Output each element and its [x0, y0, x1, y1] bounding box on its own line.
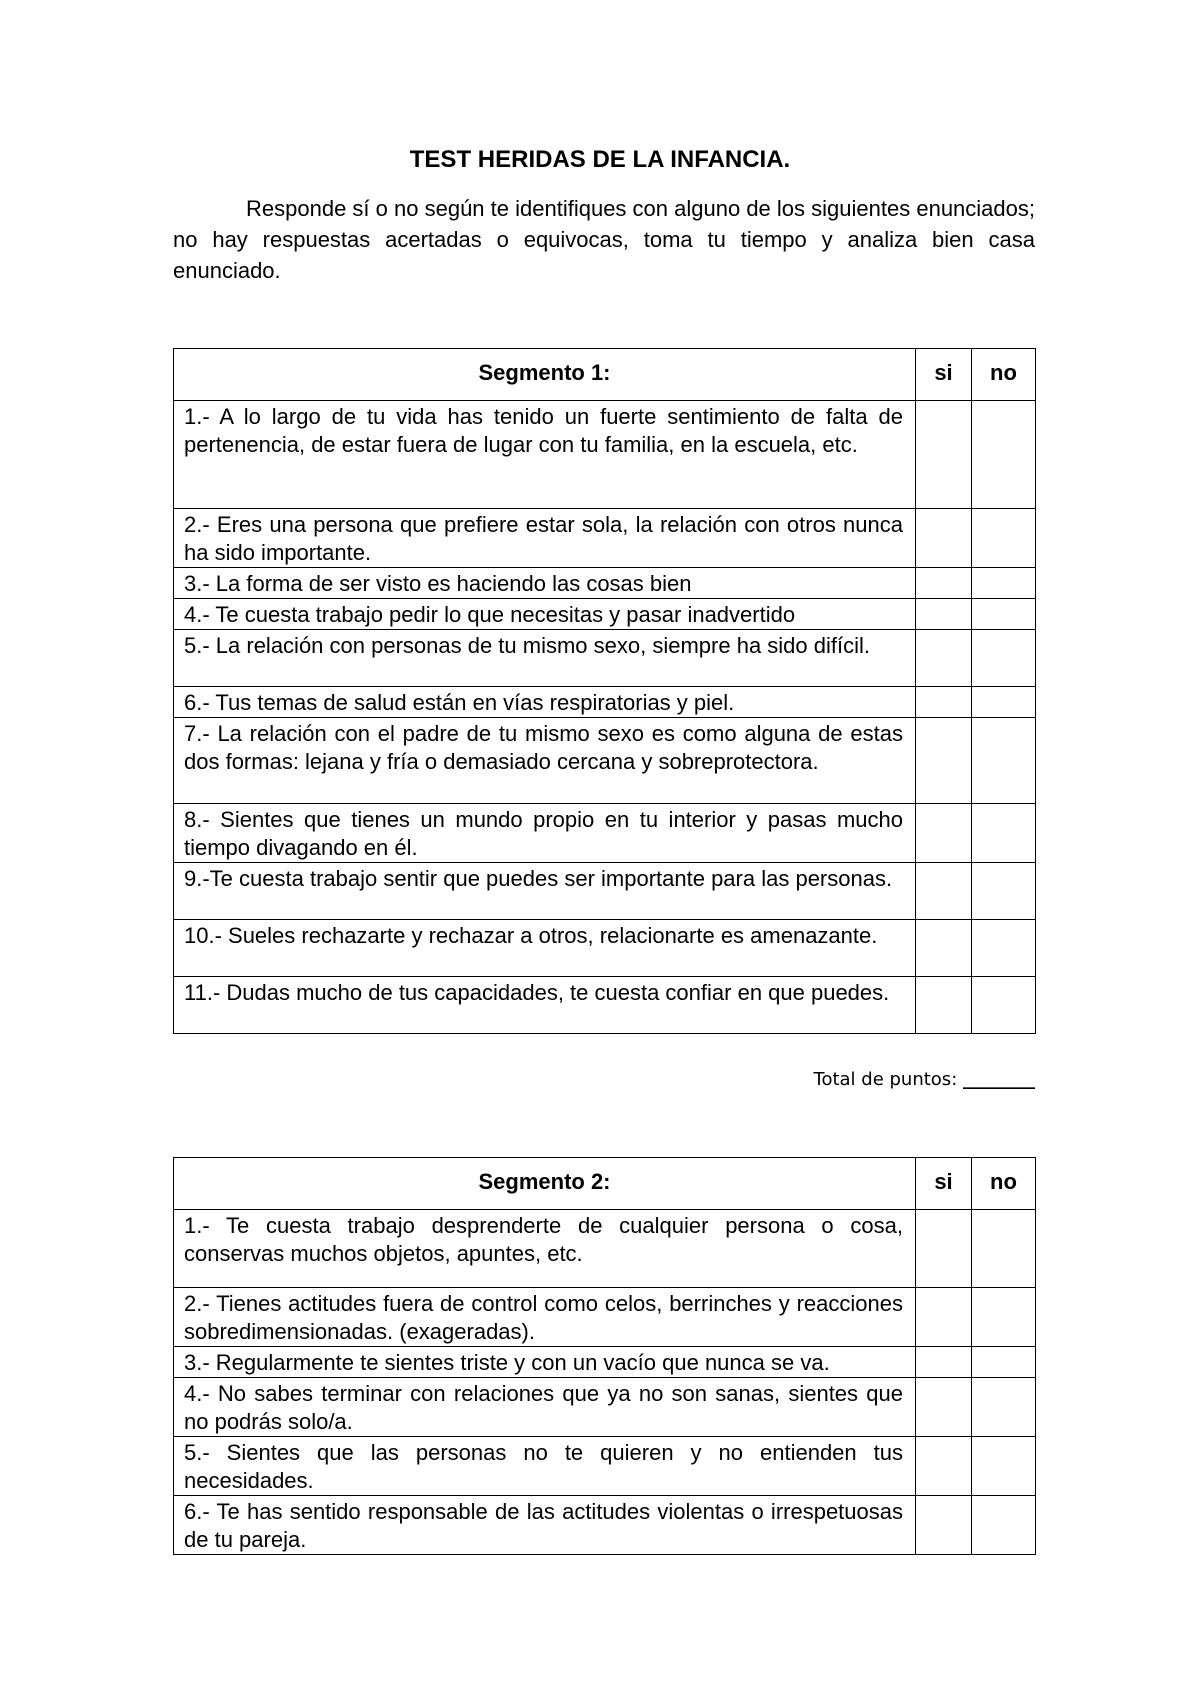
question-text: 10.- Sueles rechazarte y rechazar a otros, relacionarte es amenazante. [174, 920, 916, 977]
answer-si-cell[interactable] [916, 1496, 972, 1555]
table-row [174, 599, 1036, 630]
answer-si-cell[interactable] [916, 977, 972, 1034]
question-text: 1.- A lo largo de tu vida has tenido un fuerte sentimiento de falta de pertenencia, de estar fuera de lugar con tu familia, en la escuela, etc. [174, 401, 916, 509]
answer-si-cell[interactable] [916, 920, 972, 977]
answer-no-cell[interactable] [972, 1347, 1036, 1378]
table-row [174, 1437, 1036, 1496]
answer-si-cell[interactable] [916, 687, 972, 718]
answer-no-cell[interactable] [972, 1437, 1036, 1496]
answer-no-cell[interactable] [972, 977, 1036, 1034]
segment-1-header: Segmento 1: [174, 349, 916, 401]
question-text: 8.- Sientes que tienes un mundo propio en tu interior y pasas mucho tiempo divagando en él. [174, 804, 916, 863]
table-row [174, 568, 1036, 599]
answer-no-cell[interactable] [972, 401, 1036, 509]
question-text: 2.- Tienes actitudes fuera de control como celos, berrinches y reacciones sobredimensionadas. (exageradas). [174, 1288, 916, 1347]
table-row [174, 1496, 1036, 1555]
answer-no-cell[interactable] [972, 863, 1036, 920]
table-row [174, 804, 1036, 863]
total-points-label: Total de puntos: [813, 1069, 958, 1090]
answer-no-cell[interactable] [972, 920, 1036, 977]
question-text: 6.- Te has sentido responsable de las actitudes violentas o irrespetuosas de tu pareja. [174, 1496, 916, 1555]
answer-no-cell[interactable] [972, 687, 1036, 718]
question-text: 1.- Te cuesta trabajo desprenderte de cualquier persona o cosa, conservas muchos objetos, apuntes, etc. [174, 1210, 916, 1288]
answer-no-cell[interactable] [972, 718, 1036, 804]
answer-si-cell[interactable] [916, 630, 972, 687]
question-text: 3.- Regularmente te sientes triste y con un vacío que nunca se va. [174, 1347, 916, 1378]
segment-1-table [173, 348, 1036, 1034]
answer-si-cell[interactable] [916, 599, 972, 630]
table-row [174, 1288, 1036, 1347]
answer-si-cell[interactable] [916, 863, 972, 920]
answer-no-cell[interactable] [972, 1288, 1036, 1347]
question-text: 2.- Eres una persona que prefiere estar sola, la relación con otros nunca ha sido importante. [174, 509, 916, 568]
instructions-paragraph: Responde sí o no según te identifiques con alguno de los siguientes enunciados; no hay respuestas acertadas o equivocas, toma tu tiempo y analiza bien casa enunciado. [173, 196, 1035, 283]
answer-si-cell[interactable] [916, 804, 972, 863]
segment-1-yes-header: si [916, 349, 972, 401]
answer-si-cell[interactable] [916, 568, 972, 599]
table-row [174, 630, 1036, 687]
table-row [174, 718, 1036, 804]
question-text: 9.-Te cuesta trabajo sentir que puedes ser importante para las personas. [174, 863, 916, 920]
answer-si-cell[interactable] [916, 1288, 972, 1347]
table-row [174, 1210, 1036, 1288]
segment-2-header-row [174, 1158, 1036, 1210]
question-text: 4.- Te cuesta trabajo pedir lo que necesitas y pasar inadvertido [174, 599, 916, 630]
question-text: 4.- No sabes terminar con relaciones que ya no son sanas, sientes que no podrás solo/a. [174, 1378, 916, 1437]
answer-no-cell[interactable] [972, 1496, 1036, 1555]
question-text: 7.- La relación con el padre de tu mismo sexo es como alguna de estas dos formas: lejana y fría o demasiado cercana y sobreprotectora. [174, 718, 916, 804]
answer-no-cell[interactable] [972, 804, 1036, 863]
answer-si-cell[interactable] [916, 509, 972, 568]
segment-2-yes-header: si [916, 1158, 972, 1210]
segment-1-header-row [174, 349, 1036, 401]
question-text: 6.- Tus temas de salud están en vías respiratorias y piel. [174, 687, 916, 718]
table-row [174, 1378, 1036, 1437]
question-text: 5.- La relación con personas de tu mismo sexo, siempre ha sido difícil. [174, 630, 916, 687]
question-text: 5.- Sientes que las personas no te quieren y no entienden tus necesidades. [174, 1437, 916, 1496]
segment-2-no-header: no [972, 1158, 1036, 1210]
table-row [174, 920, 1036, 977]
total-points [700, 1069, 1035, 1091]
table-row [174, 1347, 1036, 1378]
answer-si-cell[interactable] [916, 1378, 972, 1437]
answer-no-cell[interactable] [972, 630, 1036, 687]
answer-no-cell[interactable] [972, 568, 1036, 599]
answer-si-cell[interactable] [916, 1437, 972, 1496]
table-row [174, 863, 1036, 920]
segment-2-header: Segmento 2: [174, 1158, 916, 1210]
answer-no-cell[interactable] [972, 1378, 1036, 1437]
answer-no-cell[interactable] [972, 1210, 1036, 1288]
total-points-blank[interactable]: ________ [963, 1069, 1035, 1090]
answer-si-cell[interactable] [916, 401, 972, 509]
table-row [174, 509, 1036, 568]
table-row [174, 977, 1036, 1034]
answer-no-cell[interactable] [972, 599, 1036, 630]
answer-si-cell[interactable] [916, 1210, 972, 1288]
answer-si-cell[interactable] [916, 718, 972, 804]
page-title: TEST HERIDAS DE LA INFANCIA. [409, 146, 791, 173]
table-row [174, 687, 1036, 718]
question-text: 3.- La forma de ser visto es haciendo las cosas bien [174, 568, 916, 599]
answer-no-cell[interactable] [972, 509, 1036, 568]
question-text: 11.- Dudas mucho de tus capacidades, te cuesta confiar en que puedes. [174, 977, 916, 1034]
segment-1-no-header: no [972, 349, 1036, 401]
segment-2-table [173, 1157, 1036, 1555]
answer-si-cell[interactable] [916, 1347, 972, 1378]
table-row [174, 401, 1036, 509]
